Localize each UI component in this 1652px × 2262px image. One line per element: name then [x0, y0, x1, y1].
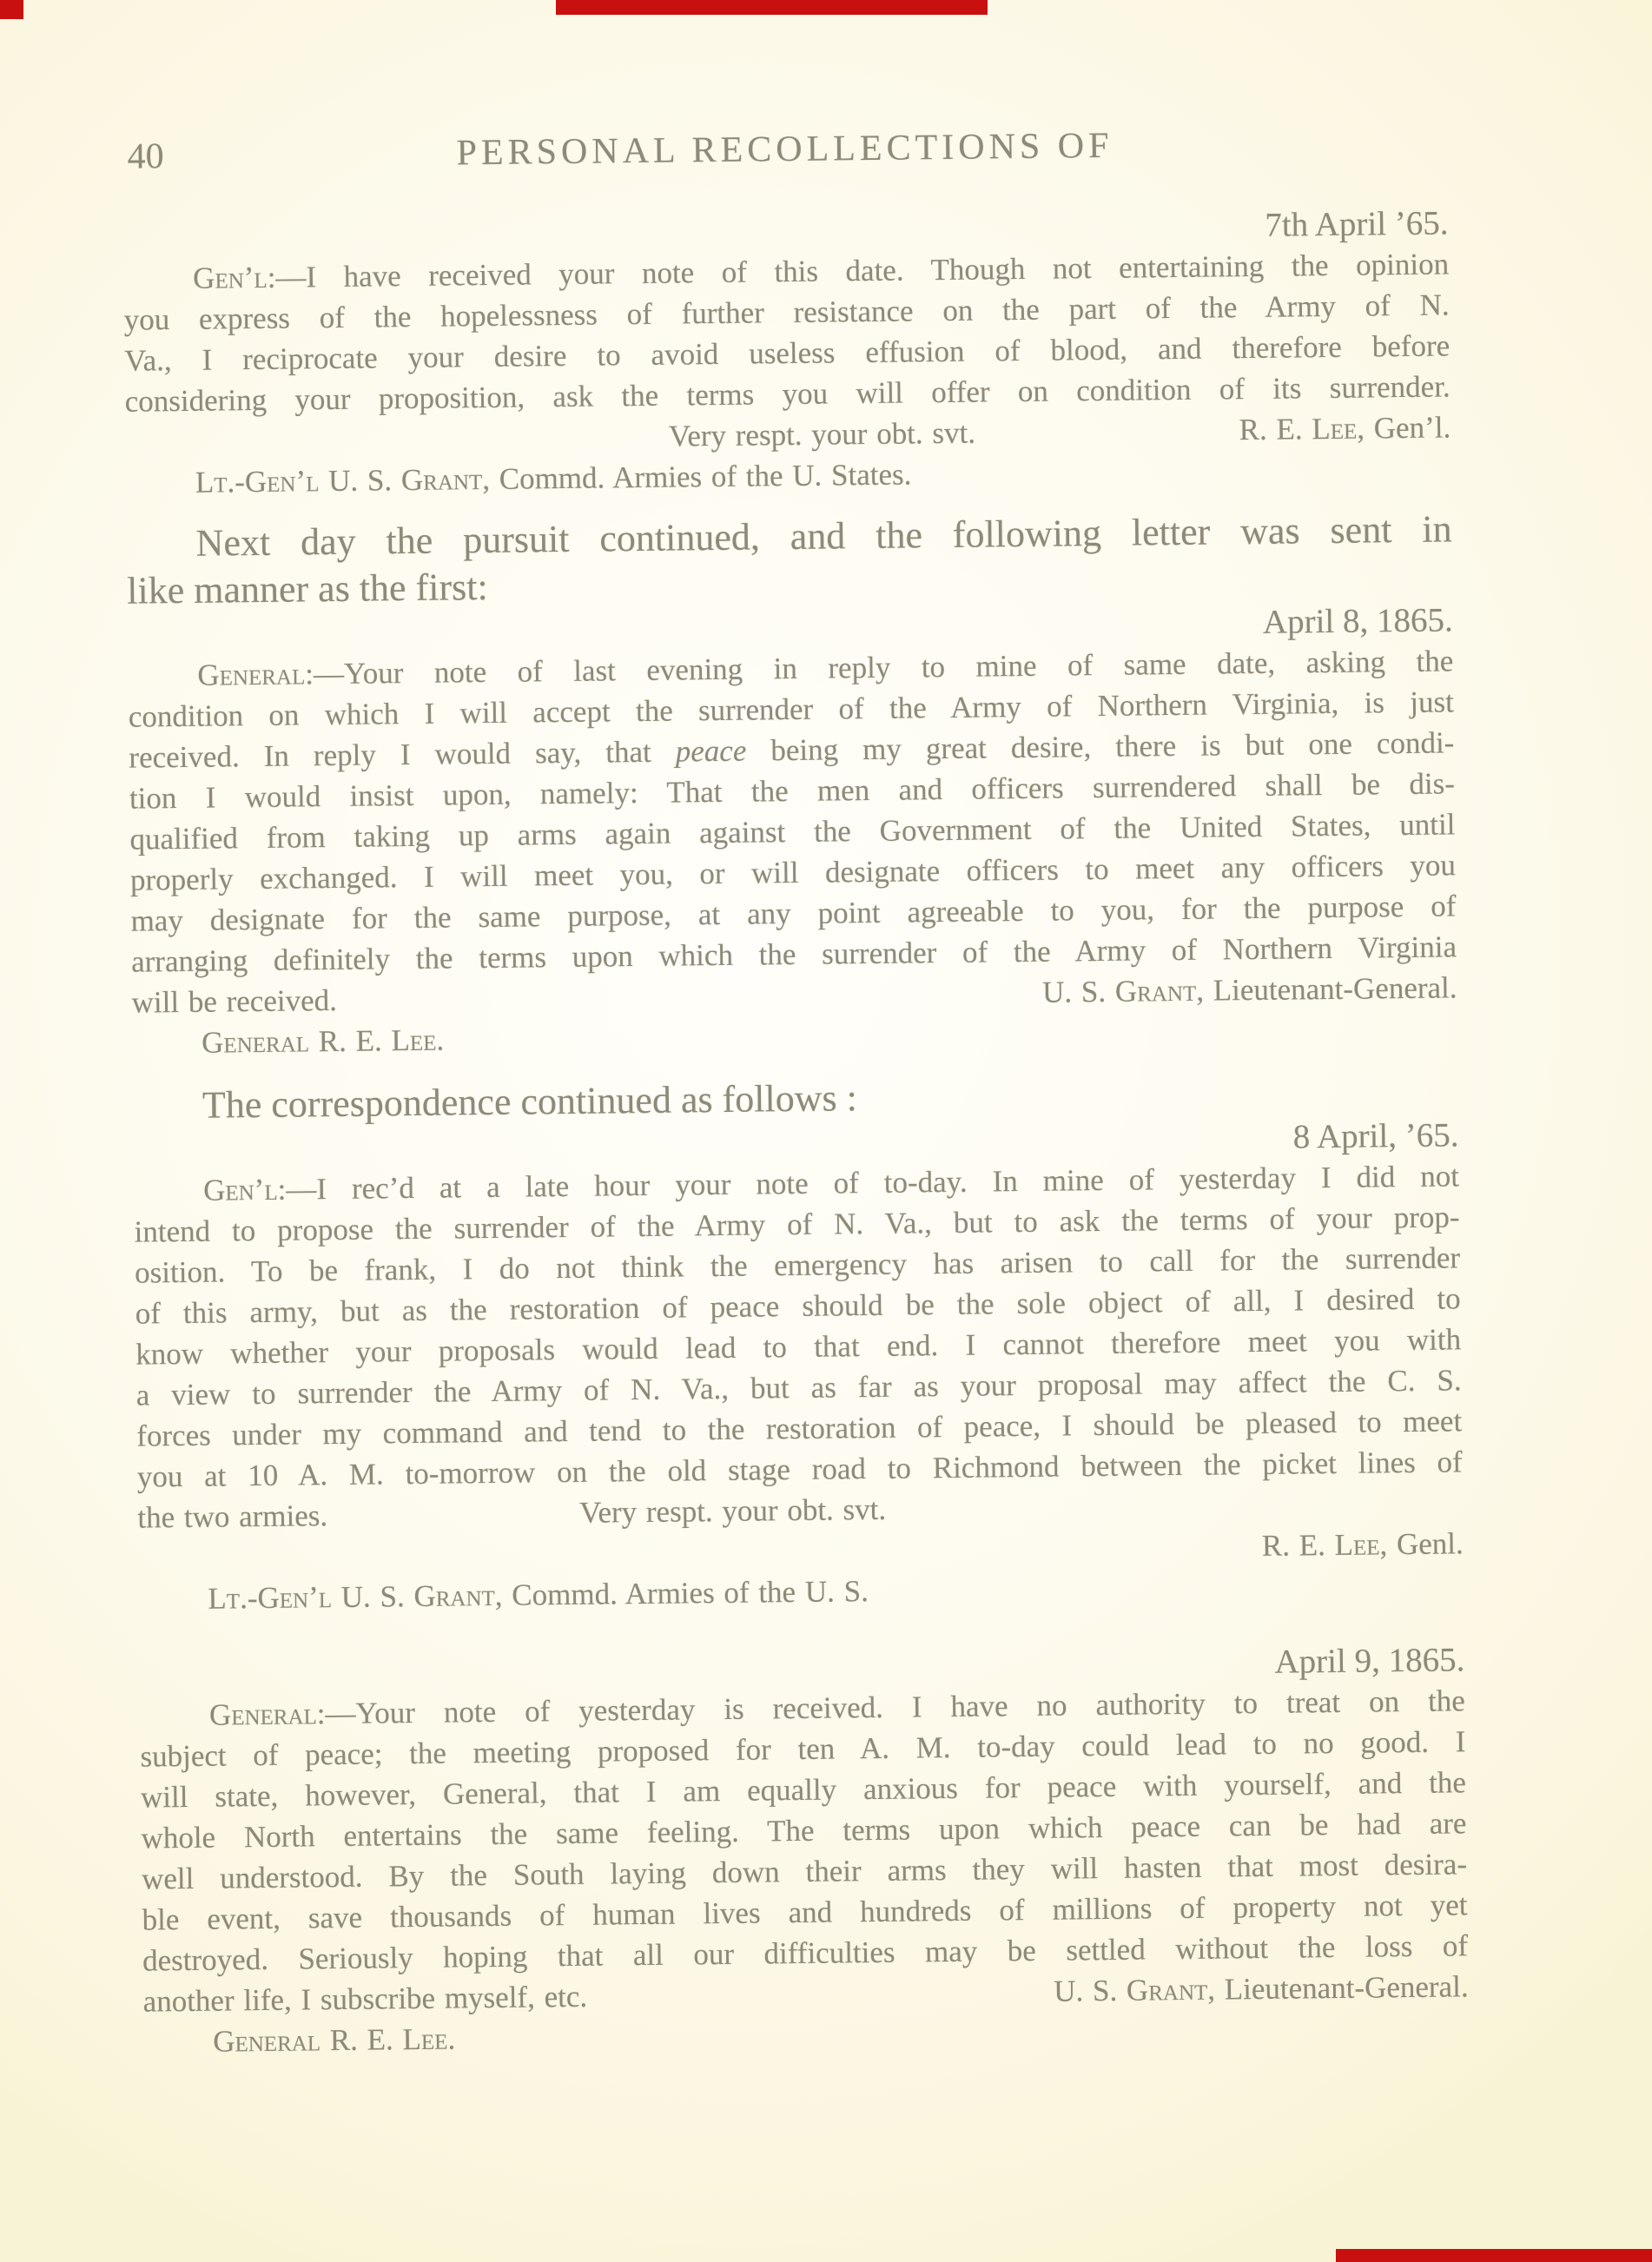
letter4-signer-name: U. S. Grant, [1053, 1972, 1216, 2008]
letter2-signature [1042, 967, 1457, 1012]
letter4-line6: ble event, save thousands of human lives and hundreds of millions of property not yet [142, 1888, 1468, 1937]
letter4-signer-title: Lieutenant-General. [1224, 1969, 1469, 2007]
letter2-signer-name: U. S. Grant, [1041, 973, 1205, 1009]
letter3-line4: of this army, but as the restoration of peace should be the sole object of all, I desired to [135, 1281, 1461, 1331]
letter2-line3-emphasis: peace [675, 733, 747, 769]
letter3-line6: a view to surrender the Army of N. Va., but as far as your proposal may affect the C. S. [135, 1363, 1462, 1412]
letter4-line2: subject of peace; the meeting proposed for ten A. M. to-day could lead to no good. I [140, 1724, 1466, 1774]
narrative1-line2: like manner as the first: [126, 565, 488, 612]
letter1-line1-text: —I have received your note of this date. Though not entertaining the opinion [275, 247, 1450, 294]
letter2-signer-title: Lieutenant-General. [1213, 970, 1457, 1008]
letter4-line5: well understood. By the South laying down their arms they will hasten that most desira- [141, 1847, 1468, 1896]
letter4-line7: destroyed. Seriously hoping that all our difficulties may be settled without the loss of [142, 1928, 1469, 1978]
letter3-signer-title: Genl. [1396, 1526, 1464, 1562]
letter1-signer-title: Gen’l. [1373, 410, 1451, 446]
letter3-last-line: the two armies. [137, 1498, 328, 1535]
letter3-line3: osition. To be frank, I do not think the emergency has arisen to call for the surrender [134, 1240, 1461, 1290]
narrative1-line1: Next day the pursuit continued, and the following letter was sent in [195, 507, 1452, 565]
letter3-line1-text: —I rec’d at a late hour your note of to-day. In mine of yesterday I did not [286, 1159, 1460, 1207]
page-header-row [122, 119, 1447, 179]
letter3-signer-name: R. E. Lee, [1261, 1527, 1388, 1563]
letter2-line8: arranging definitely the terms upon which the surrender of the Army of Northern Virginia [130, 929, 1457, 979]
letter3-addressee-rest: Commd. Armies of the U. S. [512, 1574, 869, 1612]
letter1-signature [1239, 407, 1450, 450]
narrative-paragraph-1 [126, 506, 1452, 614]
letter1-signer-name: R. E. Lee, [1239, 411, 1365, 447]
scan-mark-top-left [0, 0, 23, 19]
letter2-line3-pre: received. In reply I would say, that [129, 734, 676, 775]
letter4-addressee: General R. E. Lee. [212, 2021, 456, 2059]
letter2-date: April 8, 1865. [1262, 601, 1453, 641]
letter3 [134, 1155, 1464, 1619]
letter4-salutation: General: [208, 1696, 326, 1732]
letter4-line3: will state, however, General, that I am equally anxious for peace with yourself, and the [140, 1765, 1467, 1815]
letter4-signature [1054, 1966, 1469, 2011]
letter3-line2: intend to propose the surrender of the Army of N. Va., but to ask the terms of your prop- [134, 1200, 1460, 1249]
running-header: PERSONAL RECOLLECTIONS OF [456, 125, 1113, 174]
letter1-salutation: Gen’l: [192, 260, 276, 295]
letter3-addressee-name: Lt.-Gen’l U. S. Grant, [208, 1577, 503, 1616]
letter2-line3-post: being my great desire, there is but one condi- [746, 725, 1455, 768]
letter2-line6: properly exchanged. I will meet you, or will designate officers to meet any officers you [129, 848, 1457, 897]
letter1-addressee-name: Lt.-Gen’l U. S. Grant, [195, 461, 491, 499]
page-content [121, 0, 1470, 2063]
letter1-addressee-rest: Commd. Armies of the U. States. [499, 457, 912, 496]
letter1-line3: Va., I reciprocate your desire to avoid useless effusion of blood, and therefore before [124, 328, 1450, 378]
letter3-salutation: Gen’l: [202, 1172, 287, 1207]
letter1-valediction: Very respt. your obt. svt. [668, 415, 976, 453]
letter2-line4: tion I would insist upon, namely: That the men and officers surrendered shall be dis- [129, 766, 1456, 816]
letter1-date: 7th April ’65. [1265, 204, 1449, 244]
letter4 [140, 1680, 1470, 2062]
letter1-line4: considering your proposition, ask the terms you will offer on condition of its surrender. [124, 369, 1450, 419]
letter2-addressee: General R. E. Lee. [201, 1022, 445, 1060]
letter3-line7: forces under my command and tend to the restoration of peace, I should be pleased to meet [136, 1404, 1463, 1453]
letter3-line8: you at 10 A. M. to-morrow on the old stage road to Richmond between the picket lines of [136, 1445, 1463, 1494]
letter4-line1-text: —Your note of yesterday is received. I have no authority to treat on the [325, 1683, 1466, 1731]
letter2-line1-text: —Your note of last evening in reply to mine of same date, asking the [313, 644, 1454, 691]
letter2 [128, 640, 1457, 1063]
letter3-date: 8 April, ’65. [1292, 1116, 1459, 1156]
scan-mark-bottom-bar [1336, 2249, 1652, 2262]
letter2-line2: condition on which I will accept the surrender of the Army of Northern Virginia, is just [128, 685, 1455, 734]
letter2-line7: may designate for the same purpose, at any point agreeable to you, for the purpose of [130, 889, 1457, 938]
letter2-salutation: General: [197, 657, 314, 692]
letter1-line2: you express of the hopelessness of further resistance on the part of the Army of N. [123, 288, 1450, 337]
page-number: 40 [127, 136, 164, 177]
narrative2-line1: The correspondence continued as follows : [202, 1076, 858, 1127]
letter4-line4: whole North entertains the same feeling. The terms upon which peace can be had are [141, 1806, 1467, 1855]
letter1 [123, 243, 1451, 503]
letter3-line5: know whether your proposals would lead to that end. I cannot therefore meet you with [135, 1322, 1462, 1372]
letter4-last-line: another life, I subscribe myself, etc. [142, 1979, 588, 2019]
letter2-line5: qualified from taking up arms again against the Government of the United States, until [129, 807, 1456, 857]
letter3-valediction: Very respt. your obt. svt. [578, 1491, 887, 1530]
letter2-last-line: will be received. [131, 982, 338, 1020]
letter4-date: April 9, 1865. [1274, 1641, 1465, 1681]
